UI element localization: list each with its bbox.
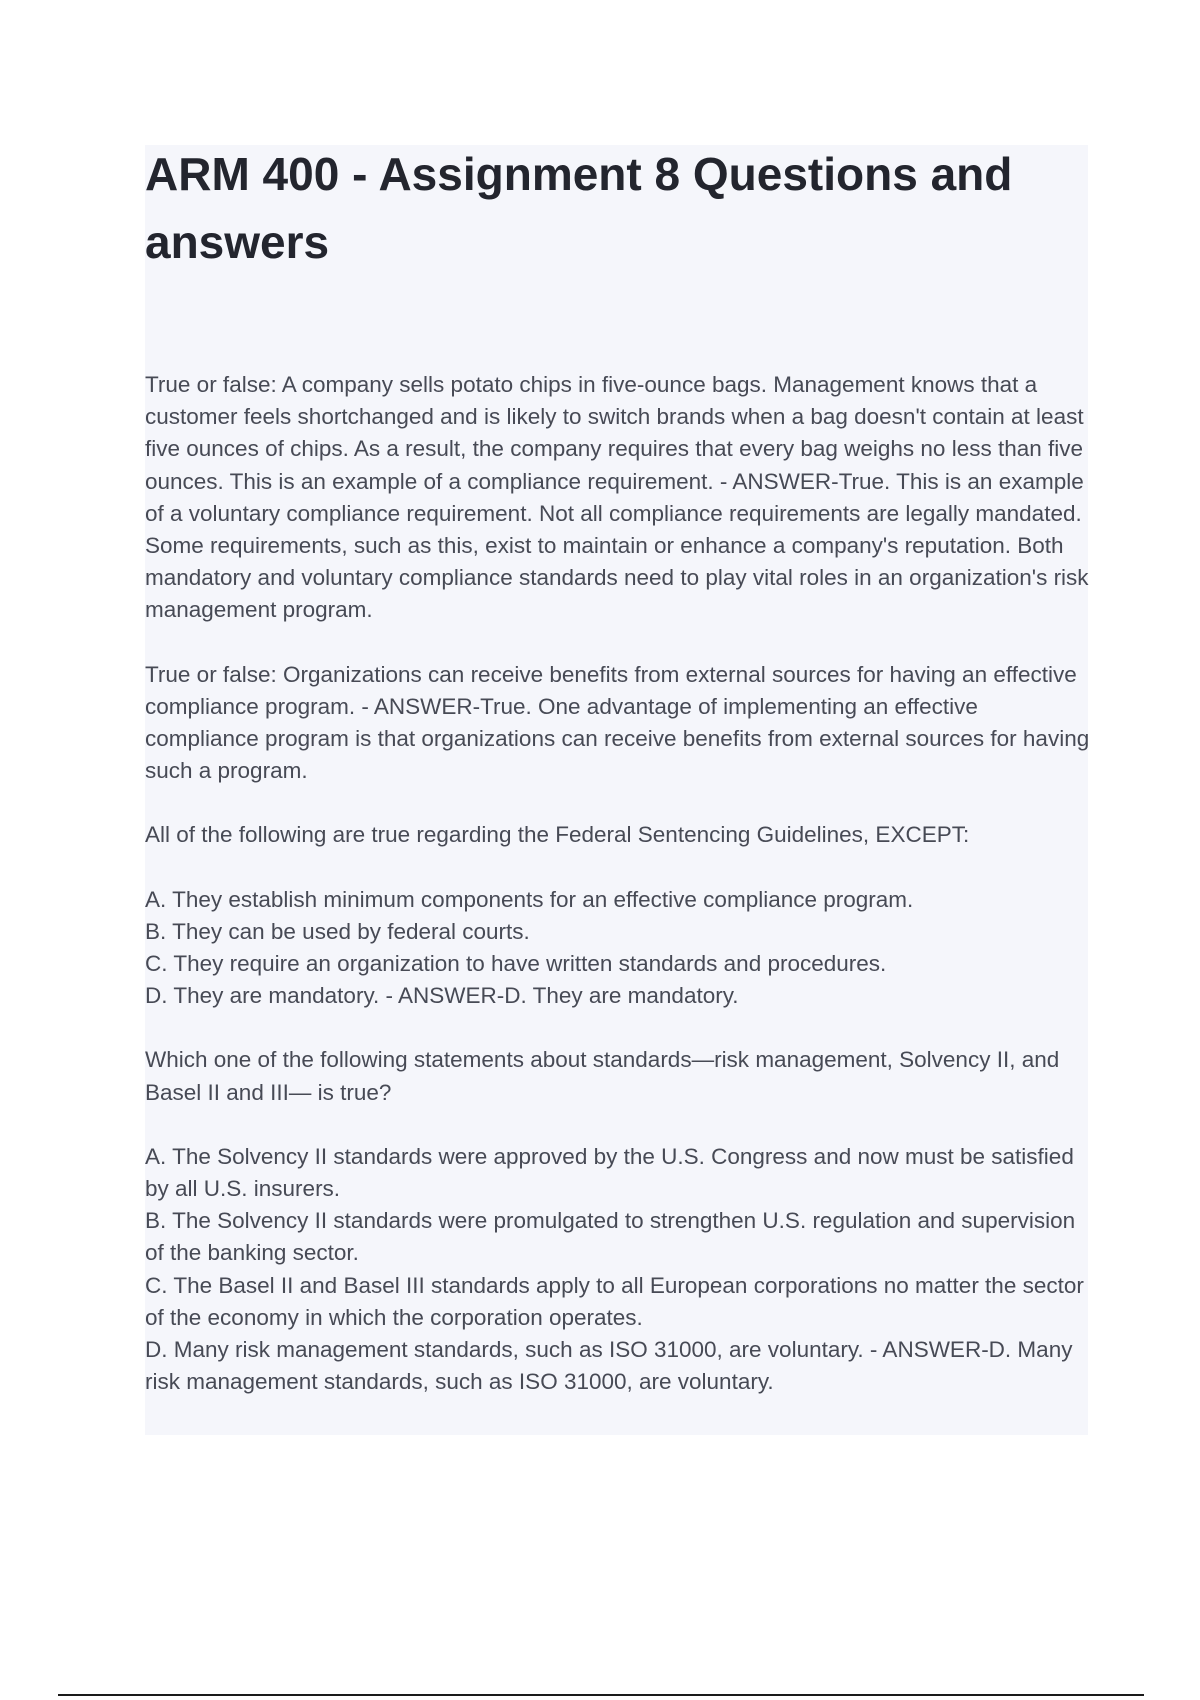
document-title: ARM 400 - Assignment 8 Questions and answers (145, 148, 1013, 268)
option-answer: D. Many risk management standards, such as ISO 31000, are voluntary. - ANSWER-D. Many risk management standards, such as ISO 31000, are voluntary. (145, 1337, 1073, 1395)
document-body (145, 369, 1090, 1430)
question-3-options (145, 884, 1090, 1013)
option: A. They establish minimum components for an effective compliance program. (145, 886, 914, 912)
question-4-options (145, 1141, 1090, 1399)
qa-item-1: True or false: A company sells potato chips in five-ounce bags. Management knows that a customer feels shortchanged and is likely to switch brands when a bag doesn't contain at least five ounces of chips. As a result, the company requires that every bag weighs no less than five ounces. This is an example of a compliance requirement. - ANSWER-True. This is an example of a voluntary compliance requirement. Not all compliance requirements are legally mandated. Some requirements, such as this, exist to maintain or enhance a company's reputation. Both mandatory and voluntary compliance standards need to play vital roles in an organization's risk management program. (145, 372, 1089, 623)
option-answer: D. They are mandatory. - ANSWER-D. They are mandatory. (145, 983, 739, 1009)
question-4: Which one of the following statements about standards—risk management, Solvency II, and Basel II and III— is true? (145, 1047, 1060, 1105)
option: B. The Solvency II standards were promulgated to strengthen U.S. regulation and supervision of the banking sector. (145, 1208, 1076, 1266)
option: C. They require an organization to have written standards and procedures. (145, 951, 887, 977)
option: B. They can be used by federal courts. (145, 918, 530, 944)
question-3: All of the following are true regarding the Federal Sentencing Guidelines, EXCEPT: (145, 822, 970, 848)
qa-item-2: True or false: Organizations can receive benefits from external sources for having an effective compliance program. - ANSWER-True. One advantage of implementing an effective compliance program is that organizations can receive benefits from external sources for having such a program. (145, 661, 1090, 784)
option: A. The Solvency II standards were approved by the U.S. Congress and now must be satisfied by all U.S. insurers. (145, 1143, 1074, 1202)
option: C. The Basel II and Basel III standards apply to all European corporations no matter the sector of the economy in which the corporation operates. (145, 1272, 1084, 1330)
footer-divider (58, 1694, 1144, 1696)
